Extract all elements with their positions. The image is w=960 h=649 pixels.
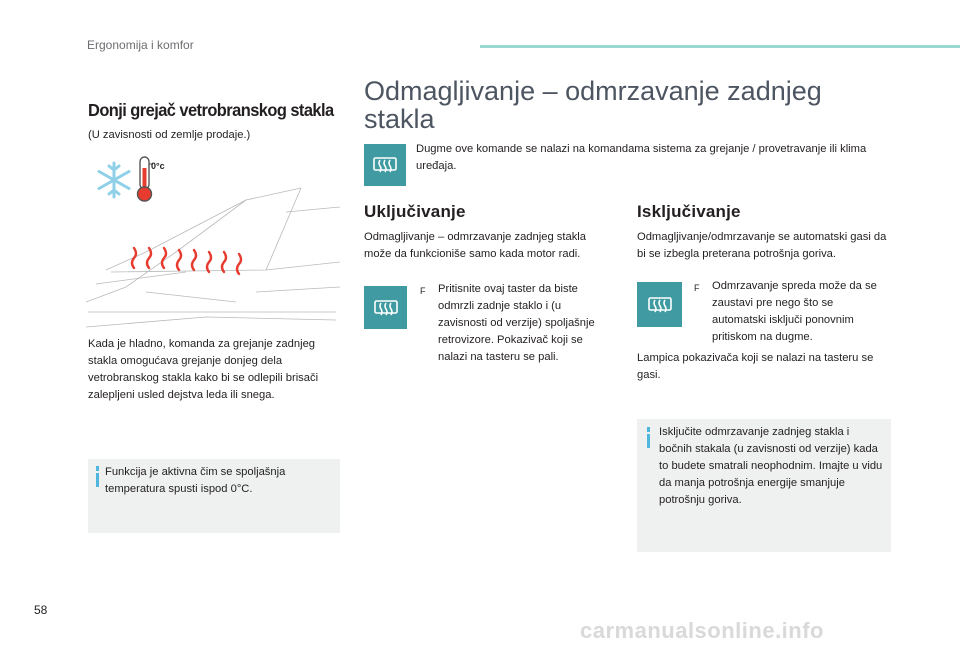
note-marker (96, 466, 99, 471)
main-title: Odmagljivanje – odmrzavanje zadnjeg stakla (364, 76, 822, 134)
section-header: Ergonomija i komfor (87, 38, 194, 52)
off-after: Lampica pokazivača koji se nalazi na tasteru se gasi. (637, 352, 874, 381)
note-marker (96, 473, 99, 487)
off-text: Odmagljivanje/odmrzavanje se automatski gasi da bi se izbegla preterana potrošnja goriva. (637, 231, 887, 260)
header-bar (480, 45, 960, 48)
temp-label: 0°c (151, 161, 165, 171)
rear-defrost-icon (373, 298, 399, 318)
windshield-illustration (86, 152, 340, 332)
rear-defrost-button (364, 144, 406, 186)
page-number: 58 (34, 603, 48, 617)
left-title: Donji grejač vetrobranskog stakla (88, 100, 334, 120)
watermark: carmanualsonline.info (580, 618, 824, 643)
on-bullet: F (420, 286, 426, 296)
left-note (88, 459, 340, 533)
rear-defrost-icon (372, 155, 398, 175)
off-bullet: F (694, 283, 700, 293)
on-step: Pritisnite ovaj taster da biste odmrzli zadnje staklo i (u zavisnosti od verzije) spoljašnje retrovizore. Pokazivač koji se nalazi na tasteru se pali. (438, 283, 595, 363)
on-title: Uključivanje (364, 202, 466, 221)
rear-defrost-icon (647, 295, 673, 315)
off-title: Isključivanje (637, 202, 741, 221)
note-marker (647, 427, 650, 432)
off-step: Odmrzavanje spreda može da se zaustavi pre nego što se automatski isključi ponovnim pritiskom na dugme. (712, 280, 877, 343)
on-text: Odmagljivanje – odmrzavanje zadnjeg stakla može da funkcioniše samo kada motor radi. (364, 231, 587, 260)
off-note-text: Isključite odmrzavanje zadnjeg stakla i bočnih stakala (u zavisnosti od verzije) kada to budete smatrali neophodnim. Imajte u vidu da manja potrošnja energije smanjuje potrošnju goriva. (659, 426, 883, 506)
left-note-text: Funkcija je aktivna čim se spoljašnja temperatura spusti ispod 0°C. (105, 466, 286, 495)
main-intro: Dugme ove komande se nalazi na komandama sistema za grejanje / provetravanje ili klima uređaja. (416, 143, 867, 172)
left-subtitle: (U zavisnosti od zemlje prodaje.) (88, 129, 251, 141)
heat-lines (132, 248, 241, 274)
off-defrost-button (637, 282, 682, 327)
off-note (637, 419, 891, 552)
note-marker (647, 434, 650, 448)
on-defrost-button (364, 286, 407, 329)
snowflake-icon (99, 163, 129, 197)
left-body: Kada je hladno, komanda za grejanje zadnjeg stakla omogućava grejanje donjeg dela vetrobranskog stakla kako bi se odlepili brisači zalepljeni usled dejstva leda ili snega. (88, 338, 319, 401)
